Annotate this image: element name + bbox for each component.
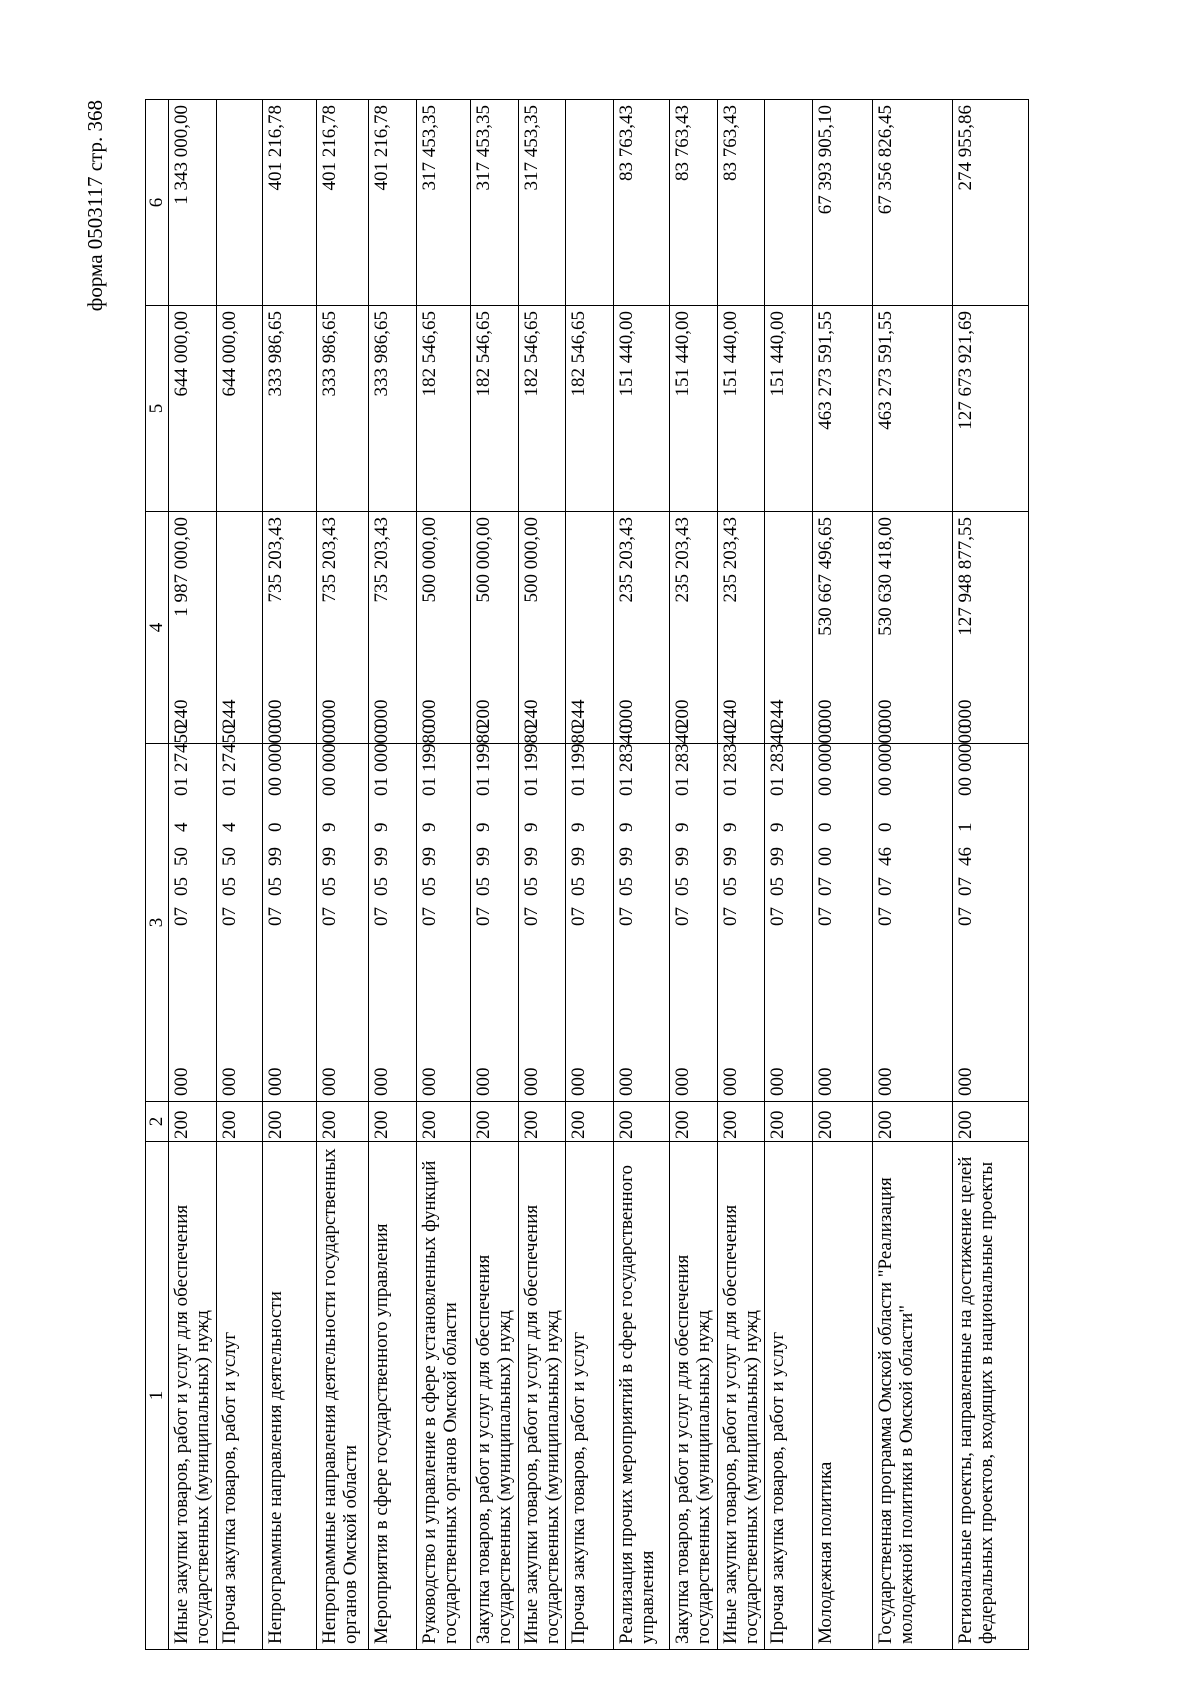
code-part: 000 [815, 1067, 837, 1096]
code-part: 01 [616, 777, 638, 796]
row-approved: 235 203,43 [614, 512, 670, 744]
code-part: 01 [520, 777, 542, 796]
code-part: 01 [419, 777, 440, 796]
table-row [263, 100, 317, 1650]
row-budget-code [873, 699, 953, 1102]
code-part: 07 [955, 877, 977, 896]
row-unexecuted: 317 453,35 [518, 100, 566, 306]
row-budget-code [717, 699, 765, 1102]
row-budget-code [217, 699, 263, 1102]
row-line-code: 200 [813, 1102, 873, 1142]
code-part: 27450 [171, 724, 192, 772]
row-name: Государственная программа Омской области "Реализация молодежной политики в Омской области" [873, 1142, 953, 1650]
code-part: 07 [875, 907, 897, 926]
row-budget-code [566, 699, 614, 1102]
row-name: Мероприятия в сфере государственного управления [369, 1142, 417, 1650]
code-part: 05 [767, 877, 789, 896]
row-executed: 182 546,65 [471, 306, 519, 512]
row-name: Непрограммные направления деятельности государственных органов Омской области [317, 1142, 369, 1650]
row-name: Закупка товаров, работ и услуг для обеспечения государственных (муниципальных) нужд [670, 1142, 718, 1650]
code-part: 00 [815, 777, 837, 796]
code-part: 46 [955, 847, 977, 866]
code-part: 28340 [719, 724, 741, 772]
code-part: 000 [875, 699, 897, 728]
code-part: 07 [815, 877, 837, 896]
row-executed: 127 673 921,69 [953, 306, 1029, 512]
row-name: Иные закупки товаров, работ и услуг для обеспечения государственных (муниципальных) нужд [518, 1142, 566, 1650]
code-part: 00000 [265, 724, 286, 772]
code-part: 000 [371, 699, 392, 728]
row-executed: 644 000,00 [217, 306, 263, 512]
code-part: 9 [473, 822, 494, 832]
code-part: 244 [219, 699, 240, 728]
budget-table [145, 99, 1029, 1650]
code-part: 000 [419, 699, 440, 728]
row-name: Прочая закупка товаров, работ и услуг [566, 1142, 614, 1650]
code-part: 19980 [520, 724, 542, 772]
code-part: 07 [815, 907, 837, 926]
row-executed: 644 000,00 [169, 306, 217, 512]
table-row [566, 100, 614, 1650]
code-part: 00 [319, 777, 340, 796]
table-row [317, 100, 369, 1650]
row-name: Иные закупки товаров, работ и услуг для обеспечения государственных (муниципальных) нужд [169, 1142, 217, 1650]
code-part: 05 [520, 877, 542, 896]
code-part: 01 [568, 777, 590, 796]
row-approved: 500 000,00 [471, 512, 519, 744]
code-part: 50 [219, 847, 240, 866]
row-executed: 182 546,65 [566, 306, 614, 512]
code-part: 27450 [219, 724, 240, 772]
row-line-code: 200 [614, 1102, 670, 1142]
code-part: 07 [371, 907, 392, 926]
code-part: 07 [672, 907, 694, 926]
code-part: 000 [955, 699, 977, 728]
code-part: 00000 [955, 724, 977, 772]
code-part: 99 [616, 847, 638, 866]
row-budget-code [169, 699, 217, 1102]
code-part: 000 [672, 1067, 694, 1096]
row-approved: 530 667 496,65 [813, 512, 873, 744]
row-executed: 151 440,00 [717, 306, 765, 512]
code-part: 05 [265, 877, 286, 896]
row-budget-code [953, 699, 1029, 1102]
table-row [614, 100, 670, 1650]
code-part: 000 [815, 699, 837, 728]
row-executed: 333 986,65 [263, 306, 317, 512]
code-part: 9 [419, 822, 440, 832]
code-part: 000 [520, 1067, 542, 1096]
row-line-code: 200 [471, 1102, 519, 1142]
code-part: 99 [265, 847, 286, 866]
code-part: 000 [319, 699, 340, 728]
row-line-code: 200 [953, 1102, 1029, 1142]
row-executed: 333 986,65 [317, 306, 369, 512]
code-part: 28340 [767, 724, 789, 772]
code-part: 01 [672, 777, 694, 796]
code-part: 000 [955, 1067, 977, 1096]
code-part: 07 [520, 907, 542, 926]
table-row [169, 100, 217, 1650]
code-part: 07 [616, 907, 638, 926]
table-body [146, 100, 1029, 1650]
row-executed: 151 440,00 [614, 306, 670, 512]
code-part: 000 [219, 1067, 240, 1096]
row-name: Руководство и управление в сфере установленных функций государственных органов Омской области [417, 1142, 471, 1650]
row-approved: 500 000,00 [417, 512, 471, 744]
code-part: 244 [568, 699, 590, 728]
code-part: 9 [767, 822, 789, 832]
code-part: 99 [371, 847, 392, 866]
row-unexecuted: 83 763,43 [670, 100, 718, 306]
row-line-code: 200 [217, 1102, 263, 1142]
code-part: 000 [616, 699, 638, 728]
code-part: 28340 [616, 724, 638, 772]
table-row [813, 100, 873, 1650]
table-row [217, 100, 263, 1650]
code-part: 07 [171, 907, 192, 926]
code-part: 07 [955, 907, 977, 926]
code-part: 00000 [319, 724, 340, 772]
row-executed: 151 440,00 [670, 306, 718, 512]
row-line-code: 200 [765, 1102, 813, 1142]
row-name: Непрограммные направления деятельности [263, 1142, 317, 1650]
row-approved: 735 203,43 [317, 512, 369, 744]
row-unexecuted [566, 100, 614, 306]
form-label: форма 0503117 стр. 368 [83, 100, 107, 312]
column-numbers-row [146, 100, 169, 1650]
code-part: 9 [319, 822, 340, 832]
code-part: 99 [672, 847, 694, 866]
code-part: 07 [875, 877, 897, 896]
row-unexecuted: 1 343 000,00 [169, 100, 217, 306]
row-line-code: 200 [717, 1102, 765, 1142]
row-unexecuted: 83 763,43 [717, 100, 765, 306]
row-line-code: 200 [566, 1102, 614, 1142]
code-part: 4 [219, 822, 240, 832]
row-unexecuted [217, 100, 263, 306]
row-budget-code [471, 699, 519, 1102]
code-part: 05 [371, 877, 392, 896]
row-unexecuted: 317 453,35 [417, 100, 471, 306]
code-part: 00000 [875, 724, 897, 772]
code-part: 200 [473, 699, 494, 728]
code-part: 46 [875, 847, 897, 866]
row-unexecuted: 317 453,35 [471, 100, 519, 306]
row-unexecuted: 83 763,43 [614, 100, 670, 306]
code-part: 01 [371, 777, 392, 796]
code-part: 19980 [568, 724, 590, 772]
code-part: 99 [719, 847, 741, 866]
code-part: 05 [473, 877, 494, 896]
code-part: 200 [672, 699, 694, 728]
row-unexecuted: 67 393 905,10 [813, 100, 873, 306]
row-budget-code [813, 699, 873, 1102]
row-unexecuted [765, 100, 813, 306]
row-name: Прочая закупка товаров, работ и услуг [217, 1142, 263, 1650]
code-part: 9 [672, 822, 694, 832]
row-budget-code [317, 699, 369, 1102]
code-part: 000 [171, 1067, 192, 1096]
table-row [765, 100, 813, 1650]
table-row [369, 100, 417, 1650]
code-part: 0 [265, 822, 286, 832]
code-part: 05 [616, 877, 638, 896]
code-part: 99 [520, 847, 542, 866]
row-line-code: 200 [417, 1102, 471, 1142]
code-part: 1 [955, 822, 977, 832]
code-part: 05 [719, 877, 741, 896]
code-part: 05 [319, 877, 340, 896]
row-unexecuted: 401 216,78 [263, 100, 317, 306]
code-part: 000 [767, 1067, 789, 1096]
code-part: 000 [265, 1067, 286, 1096]
row-unexecuted: 401 216,78 [369, 100, 417, 306]
row-unexecuted: 274 955,86 [953, 100, 1029, 306]
code-part: 99 [319, 847, 340, 866]
code-part: 05 [568, 877, 590, 896]
row-line-code: 200 [670, 1102, 718, 1142]
table-row [873, 100, 953, 1650]
code-part: 05 [171, 877, 192, 896]
code-part: 00000 [815, 724, 837, 772]
column-number: 5 [146, 306, 169, 512]
code-part: 244 [767, 699, 789, 728]
rotated-page [83, 100, 1145, 1650]
code-part: 240 [520, 699, 542, 728]
row-approved: 127 948 877,55 [953, 512, 1029, 744]
row-name: Закупка товаров, работ и услуг для обеспечения государственных (муниципальных) нужд [471, 1142, 519, 1650]
code-part: 9 [616, 822, 638, 832]
column-number: 1 [146, 1142, 169, 1650]
row-name: Молодежная политика [813, 1142, 873, 1650]
row-executed: 463 273 591,55 [813, 306, 873, 512]
code-part: 01 [219, 777, 240, 796]
row-executed: 182 546,65 [417, 306, 471, 512]
code-part: 000 [616, 1067, 638, 1096]
row-budget-code [670, 699, 718, 1102]
code-part: 07 [473, 907, 494, 926]
column-number: 6 [146, 100, 169, 306]
code-part: 00 [265, 777, 286, 796]
row-line-code: 200 [518, 1102, 566, 1142]
row-budget-code [518, 699, 566, 1102]
code-part: 07 [265, 907, 286, 926]
column-number: 3 [146, 744, 169, 1102]
table-row [471, 100, 519, 1650]
code-part: 9 [568, 822, 590, 832]
code-part: 19980 [419, 724, 440, 772]
code-part: 99 [568, 847, 590, 866]
row-approved: 500 000,00 [518, 512, 566, 744]
code-part: 50 [171, 847, 192, 866]
row-budget-code [417, 699, 471, 1102]
code-part: 05 [419, 877, 440, 896]
code-part: 000 [319, 1067, 340, 1096]
row-name: Иные закупки товаров, работ и услуг для обеспечения государственных (муниципальных) нужд [717, 1142, 765, 1650]
row-budget-code [369, 699, 417, 1102]
row-approved: 735 203,43 [263, 512, 317, 744]
code-part: 07 [767, 907, 789, 926]
code-part: 240 [719, 699, 741, 728]
code-part: 9 [371, 822, 392, 832]
row-executed: 151 440,00 [765, 306, 813, 512]
column-number: 2 [146, 1102, 169, 1142]
table-row [417, 100, 471, 1650]
row-executed: 463 273 591,55 [873, 306, 953, 512]
row-approved: 235 203,43 [670, 512, 718, 744]
row-approved: 1 987 000,00 [169, 512, 217, 744]
row-line-code: 200 [263, 1102, 317, 1142]
row-executed: 182 546,65 [518, 306, 566, 512]
row-line-code: 200 [317, 1102, 369, 1142]
code-part: 07 [319, 907, 340, 926]
code-part: 0 [815, 822, 837, 832]
row-budget-code [614, 699, 670, 1102]
code-part: 07 [219, 907, 240, 926]
code-part: 01 [767, 777, 789, 796]
table-row [717, 100, 765, 1650]
row-approved: 735 203,43 [369, 512, 417, 744]
row-budget-code [765, 699, 813, 1102]
code-part: 000 [875, 1067, 897, 1096]
row-budget-code [263, 699, 317, 1102]
row-executed: 333 986,65 [369, 306, 417, 512]
row-name: Региональные проекты, направленные на достижение целей федеральных проектов, входящих в национальные проекты [953, 1142, 1029, 1650]
code-part: 000 [265, 699, 286, 728]
code-part: 01 [171, 777, 192, 796]
row-line-code: 200 [169, 1102, 217, 1142]
row-line-code: 200 [873, 1102, 953, 1142]
code-part: 01 [473, 777, 494, 796]
code-part: 05 [672, 877, 694, 896]
code-part: 00000 [371, 724, 392, 772]
code-part: 000 [568, 1067, 590, 1096]
code-part: 99 [767, 847, 789, 866]
code-part: 00 [815, 847, 837, 866]
code-part: 9 [520, 822, 542, 832]
row-unexecuted: 67 356 826,45 [873, 100, 953, 306]
row-approved: 530 630 418,00 [873, 512, 953, 744]
row-line-code: 200 [369, 1102, 417, 1142]
code-part: 0 [875, 822, 897, 832]
code-part: 000 [473, 1067, 494, 1096]
code-part: 00 [875, 777, 897, 796]
code-part: 000 [419, 1067, 440, 1096]
column-number: 4 [146, 512, 169, 744]
code-part: 99 [473, 847, 494, 866]
code-part: 99 [419, 847, 440, 866]
code-part: 01 [719, 777, 741, 796]
code-part: 19980 [473, 724, 494, 772]
row-name: Реализация прочих мероприятий в сфере государственного управления [614, 1142, 670, 1650]
code-part: 9 [719, 822, 741, 832]
code-part: 00 [955, 777, 977, 796]
table-row [953, 100, 1029, 1650]
row-approved: 235 203,43 [717, 512, 765, 744]
code-part: 05 [219, 877, 240, 896]
code-part: 28340 [672, 724, 694, 772]
row-name: Прочая закупка товаров, работ и услуг [765, 1142, 813, 1650]
table-row [670, 100, 718, 1650]
code-part: 4 [171, 822, 192, 832]
code-part: 240 [171, 699, 192, 728]
code-part: 000 [719, 1067, 741, 1096]
code-part: 07 [719, 907, 741, 926]
code-part: 000 [371, 1067, 392, 1096]
row-unexecuted: 401 216,78 [317, 100, 369, 306]
code-part: 07 [568, 907, 590, 926]
table-row [518, 100, 566, 1650]
code-part: 07 [419, 907, 440, 926]
